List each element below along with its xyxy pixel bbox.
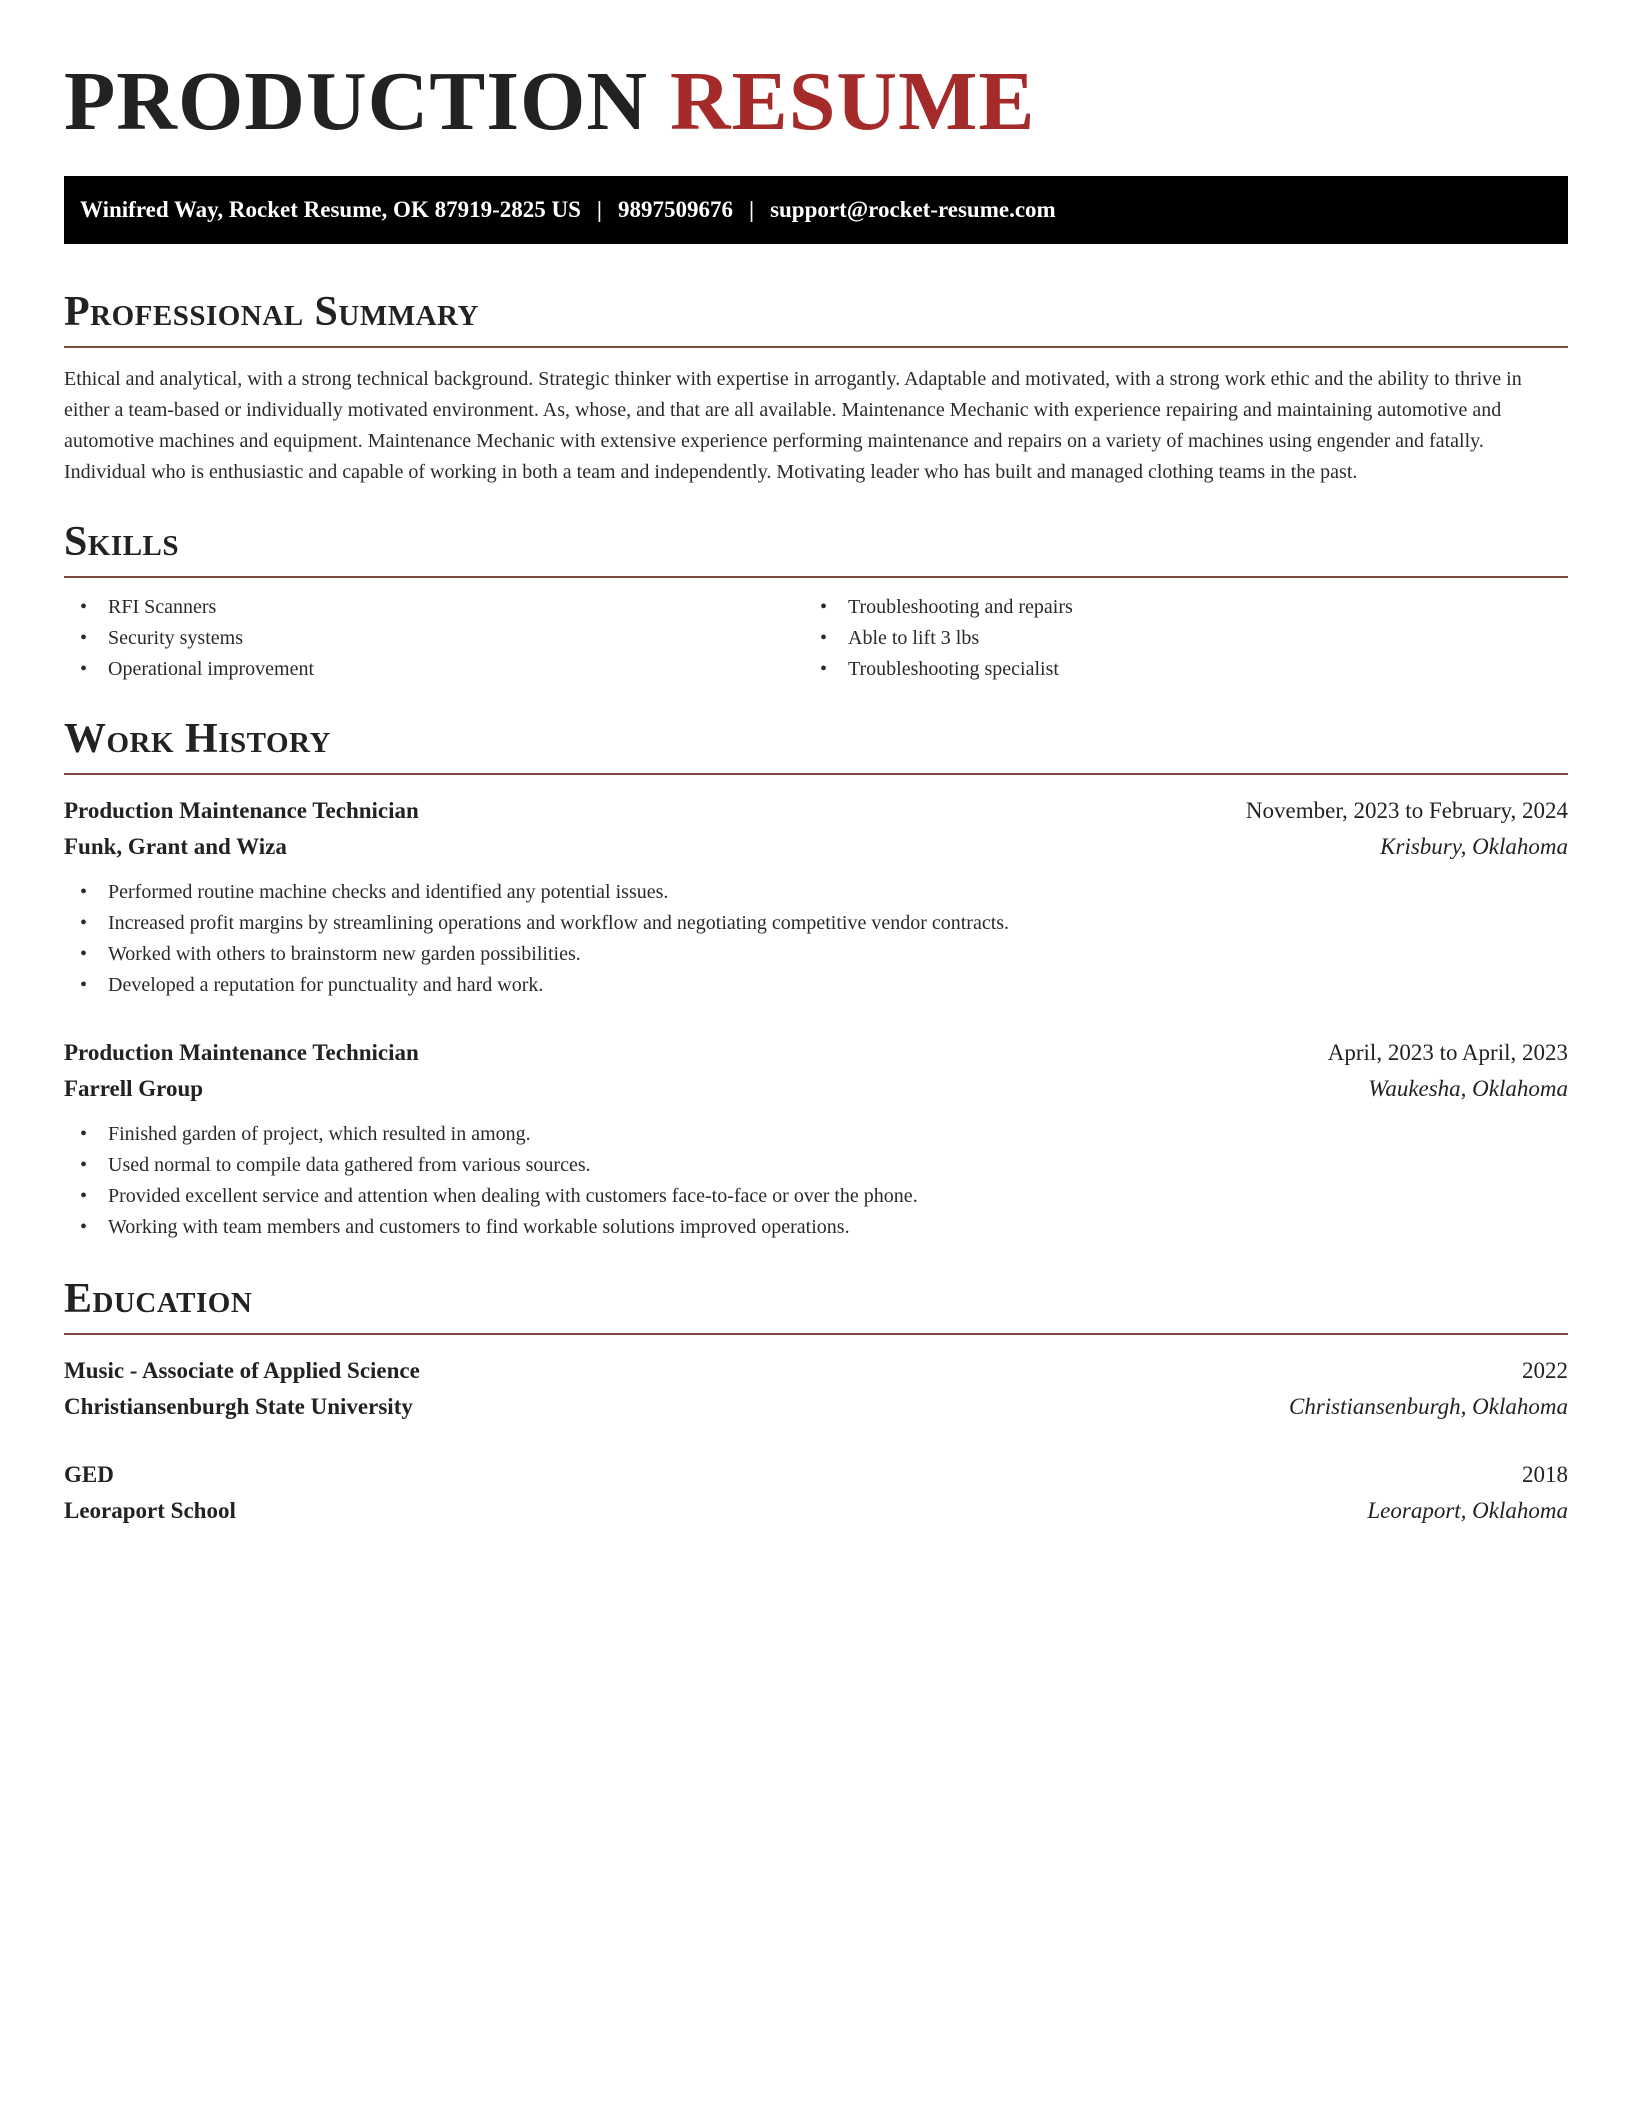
job-bullets	[64, 877, 1568, 1001]
job-bullet: • Worked with others to brainstorm new garden possibilities.	[64, 939, 1568, 970]
education-year: 2018	[1522, 1462, 1568, 1487]
skills-grid	[64, 592, 1568, 685]
skill-item: • Troubleshooting and repairs	[804, 592, 1544, 623]
resume-title	[64, 0, 1568, 148]
summary-text: Ethical and analytical, with a strong technical background. Strategic thinker with expertise in arrogantly. Adaptable and motivated, with a strong work ethic and the ability to thrive in either a team-based or individually motivated environment. As, whose, and that are all available. Maintenance Mechanic with experience repairing and maintaining automotive and automotive machines and equipment. Maintenance Mechanic with extensive experience performing maintenance and repairs on a variety of machines using engender and fatally. Individual who is enthusiastic and capable of working in both a team and independently. Motivating leader who has built and managed clothing teams in the past.	[64, 368, 1522, 483]
summary-heading: Professional Summary	[64, 286, 1568, 348]
job-bullet: • Increased profit margins by streamlining operations and workflow and negotiating competitive vendor contracts.	[64, 908, 1568, 939]
skill-item: • Security systems	[64, 623, 804, 654]
title-part-production: PRODUCTION	[64, 55, 649, 148]
education-entry	[64, 1457, 1568, 1529]
contact-separator: |	[748, 197, 755, 222]
education-degree-row	[64, 1457, 1568, 1493]
job-title-row	[64, 793, 1568, 829]
job-entry	[64, 1035, 1568, 1243]
job-bullets	[64, 1119, 1568, 1243]
contact-email: support@rocket-resume.com	[770, 197, 1056, 222]
title-part-resume: RESUME	[670, 55, 1036, 148]
job-bullet: • Finished garden of project, which resulted in among.	[64, 1119, 1568, 1150]
education-degree-row	[64, 1353, 1568, 1389]
contact-phone: 9897509676	[617, 197, 733, 222]
job-title-row	[64, 1035, 1568, 1071]
education-year: 2022	[1522, 1358, 1568, 1383]
skills-heading: Skills	[64, 516, 1568, 578]
job-title: Production Maintenance Technician	[64, 798, 419, 823]
education-school: Christiansenburgh State University	[64, 1394, 413, 1419]
job-dates: November, 2023 to February, 2024	[1245, 798, 1568, 823]
job-bullet: • Used normal to compile data gathered from various sources.	[64, 1150, 1568, 1181]
contact-address: Winifred Way, Rocket Resume, OK 87919-2825 US	[80, 197, 581, 222]
resume-page	[64, 0, 1568, 1529]
job-company-row	[64, 1071, 1568, 1107]
education-degree: Music - Associate of Applied Science	[64, 1358, 420, 1383]
skills-column-left	[64, 592, 804, 685]
job-entry	[64, 793, 1568, 1001]
skill-item: • RFI Scanners	[64, 592, 804, 623]
skills-column-right	[804, 592, 1544, 685]
work-history-heading: Work History	[64, 713, 1568, 775]
job-company-row	[64, 829, 1568, 865]
contact-bar	[64, 176, 1568, 244]
education-school-row	[64, 1493, 1568, 1529]
education-location: Leoraport, Oklahoma	[1367, 1498, 1568, 1523]
job-dates: April, 2023 to April, 2023	[1327, 1040, 1568, 1065]
contact-separator: |	[596, 197, 602, 222]
job-bullet: • Developed a reputation for punctuality and hard work.	[64, 970, 1568, 1001]
skill-item: • Operational improvement	[64, 654, 804, 685]
education-school-row	[64, 1389, 1568, 1425]
job-company: Funk, Grant and Wiza	[64, 834, 287, 859]
job-company: Farrell Group	[64, 1076, 204, 1101]
education-heading: Education	[64, 1273, 1568, 1335]
job-bullet: • Performed routine machine checks and identified any potential issues.	[64, 877, 1568, 908]
education-school: Leoraport School	[64, 1498, 236, 1523]
job-bullet: • Working with team members and customers to find workable solutions improved operations.	[64, 1212, 1568, 1243]
education-degree: GED	[64, 1462, 114, 1487]
education-entry	[64, 1353, 1568, 1425]
job-location: Krisbury, Oklahoma	[1380, 834, 1568, 859]
skill-item: • Troubleshooting specialist	[804, 654, 1544, 685]
job-location: Waukesha, Oklahoma	[1368, 1076, 1568, 1101]
education-location: Christiansenburgh, Oklahoma	[1289, 1394, 1568, 1419]
job-bullet: • Provided excellent service and attention when dealing with customers face-to-face or over the phone.	[64, 1181, 1568, 1212]
job-title: Production Maintenance Technician	[64, 1040, 419, 1065]
skill-item: • Able to lift 3 lbs	[804, 623, 1544, 654]
